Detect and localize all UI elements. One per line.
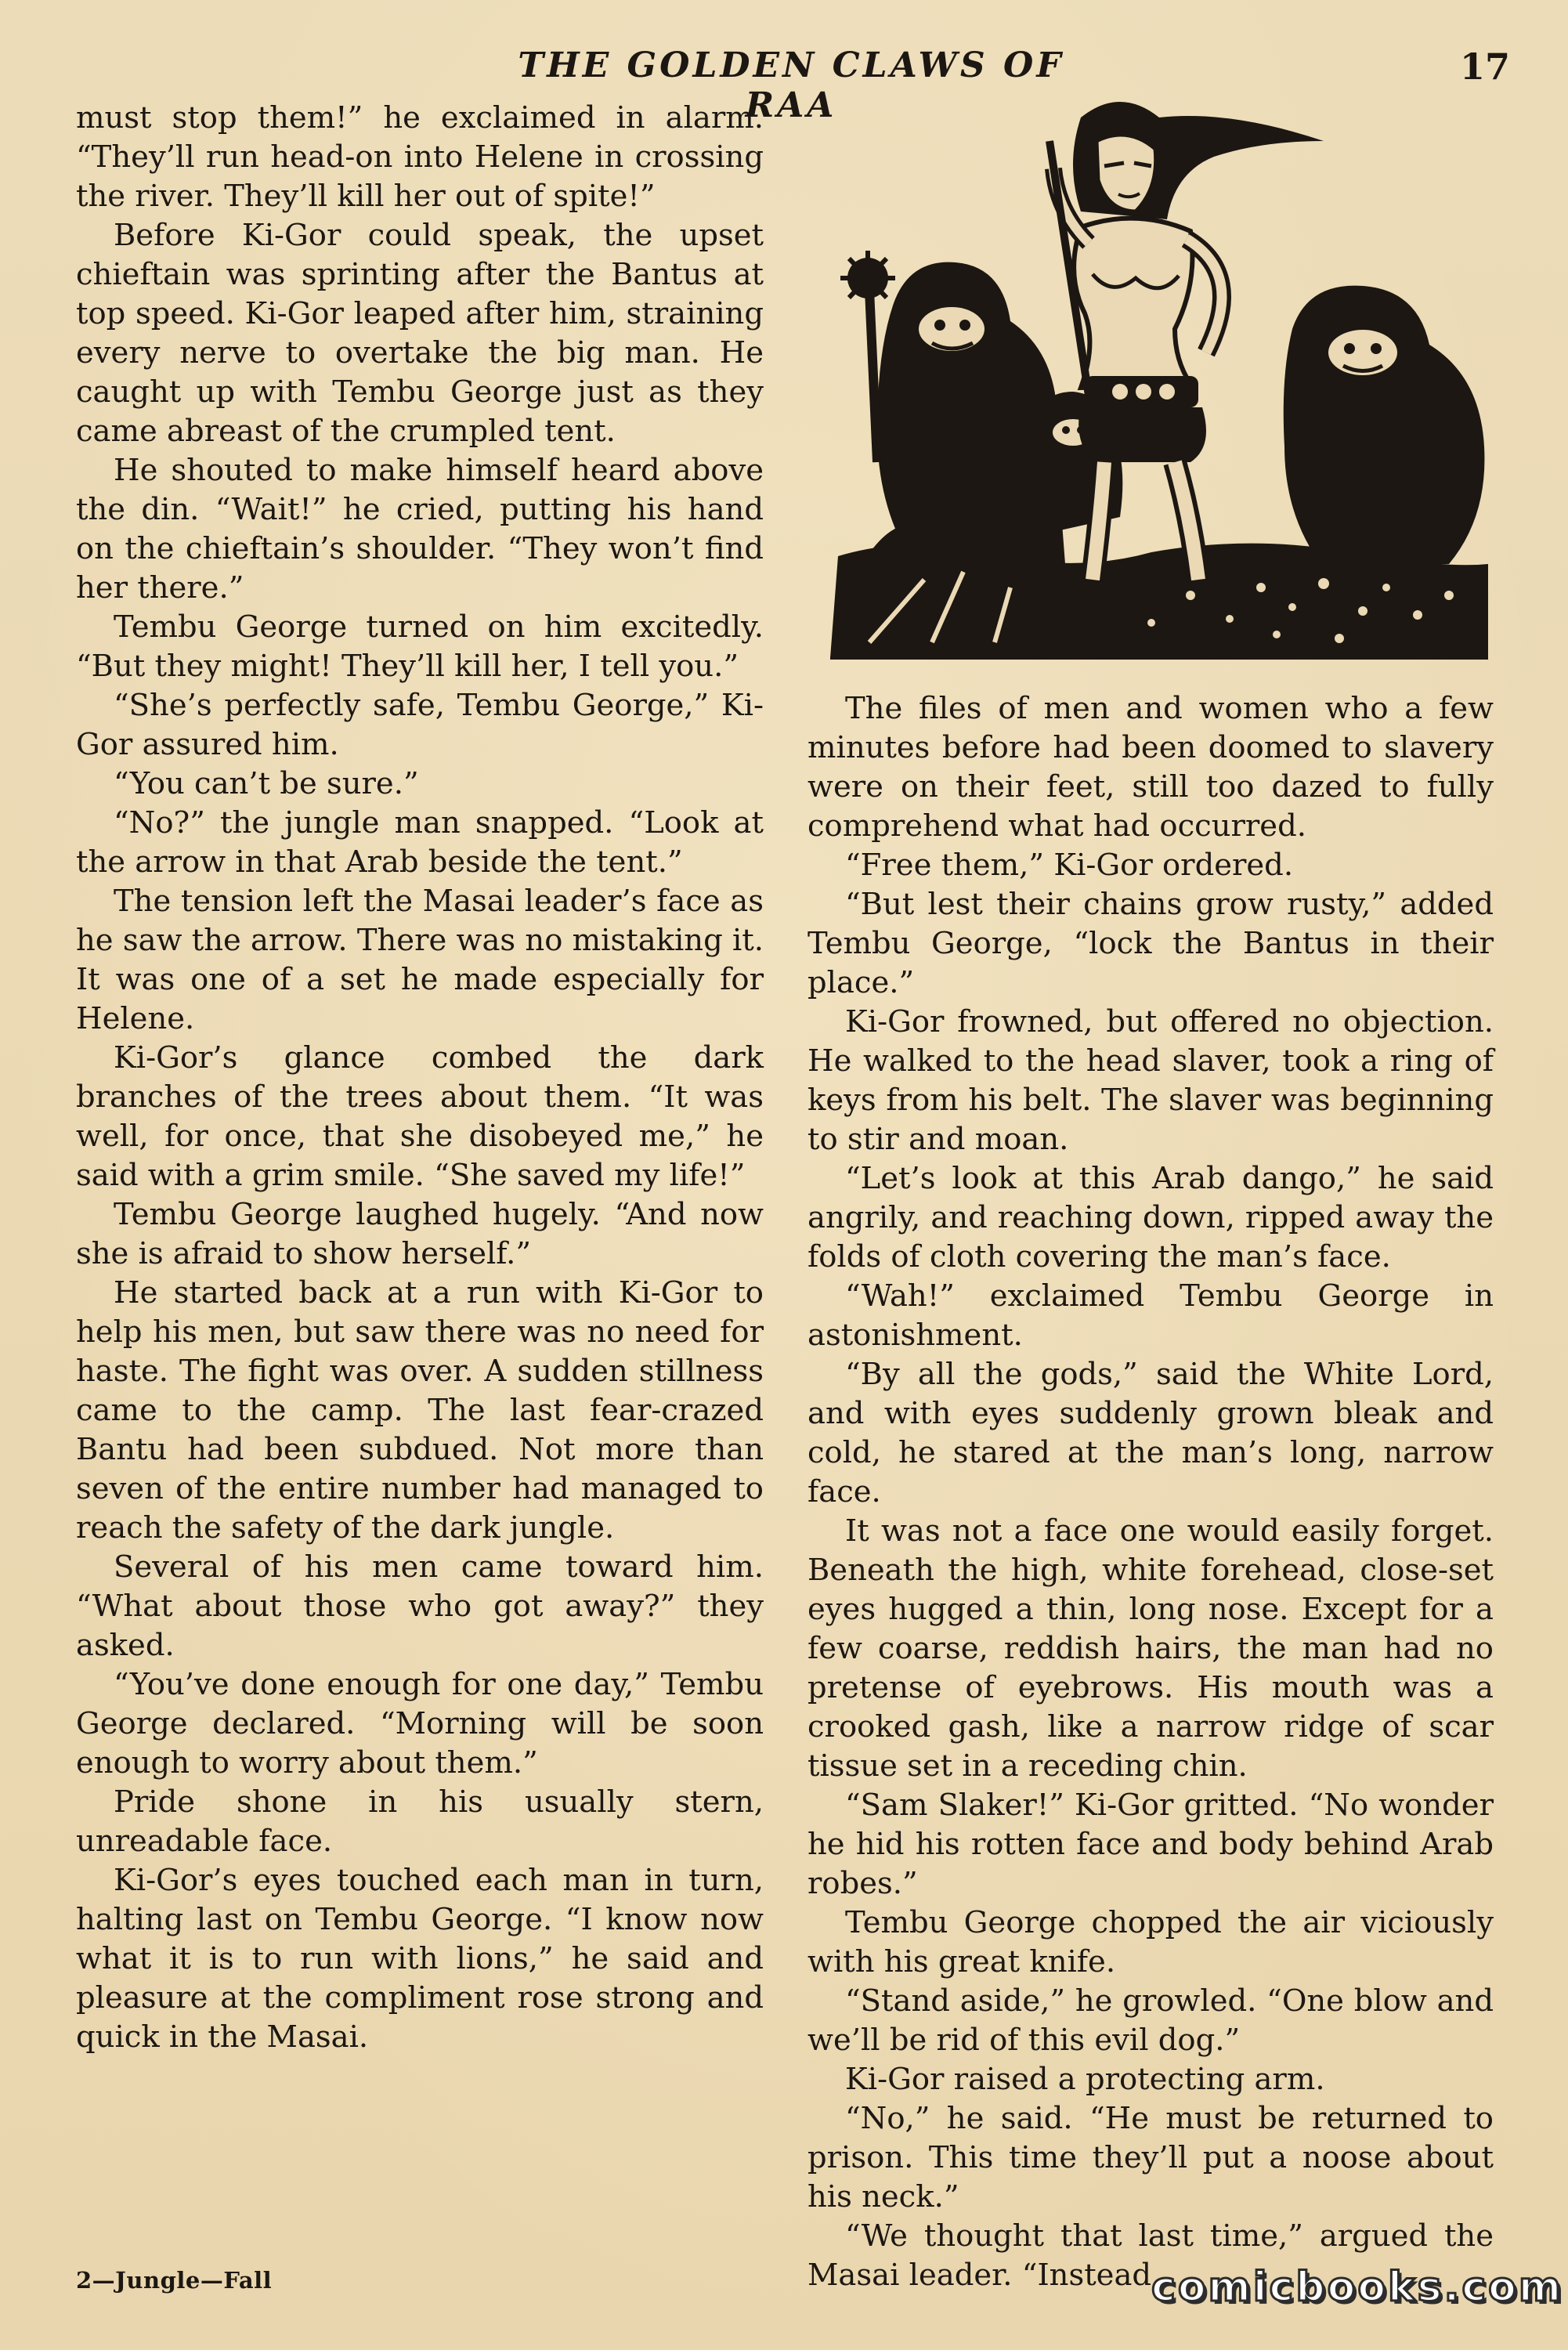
paragraph: Ki-Gor’s glance combed the dark branches of the trees about them. “It was well, for once, that she disobeyed me,” he said with a grim smile. “She saved my life!” — [76, 1040, 764, 1193]
paragraph: He started back at a run with Ki-Gor to help his men, but saw there was no need for haste. The fight was over. A sudden stillness came to the camp. The last fear-crazed Bantu had been subdued. Not more than seven of the entire number had managed to reach the safety of the dark jungle. — [76, 1275, 764, 1546]
paragraph: He shouted to make himself heard above the din. “Wait!” he cried, putting his hand on the chieftain’s shoulder. “They won’t find her there.” — [76, 453, 764, 606]
paragraph: “But lest their chains grow rusty,” added Tembu George, “lock the Bantus in their place.” — [807, 887, 1494, 1000]
site-watermark: comicbooks.com — [1151, 2264, 1564, 2311]
left-text-column — [76, 99, 764, 2057]
paragraph: “You’ve done enough for one day,” Tembu George declared. “Morning will be soon enough to worry about them.” — [76, 1667, 764, 1781]
signature-mark: 2—Jungle—Fall — [76, 2267, 273, 2294]
paragraph: Tembu George laughed hugely. “And now she is afraid to show herself.” — [76, 1197, 764, 1271]
right-text-column — [807, 689, 1494, 2295]
paragraph: “You can’t be sure.” — [114, 766, 419, 801]
paragraph: Tembu George chopped the air viciously with his great knife. — [807, 1905, 1494, 1979]
paragraph: Several of his men came toward him. “What about those who got away?” they asked. — [76, 1549, 764, 1663]
page-number: 17 — [1459, 45, 1510, 88]
jungle-woman-with-gorillas-illustration — [822, 94, 1496, 666]
woman-torso — [1074, 219, 1192, 388]
paragraph: “Wah!” exclaimed Tembu George in astonishment. — [807, 1278, 1494, 1353]
paragraph: “Let’s look at this Arab dango,” he said angrily, and reaching down, ripped away the folds of cloth covering the man’s face. — [807, 1161, 1494, 1274]
page-header — [0, 45, 1568, 125]
paragraph: “Sam Slaker!” Ki-Gor gritted. “No wonder he hid his rotten face and body behind Arab robes.” — [807, 1788, 1494, 1901]
paragraph: must stop them!” he exclaimed in alarm. “They’ll run head-on into Helene in crossing the river. They’ll kill her out of spite!” — [76, 100, 764, 214]
paragraph: Before Ki-Gor could speak, the upset chieftain was sprinting after the Bantus at top speed. Ki-Gor leaped after him, straining every nerve to overtake the big man. He caught up with Tembu George just as they came abreast of the crumpled tent. — [76, 218, 764, 449]
paragraph: Tembu George turned on him excitedly. “But they might! They’ll kill her, I tell you.” — [76, 609, 764, 684]
paragraph: Ki-Gor raised a protecting arm. — [845, 2062, 1325, 2097]
paragraph: The tension left the Masai leader’s face as he saw the arrow. There was no mistaking it. It was one of a set he made especially for Helene. — [76, 884, 764, 1036]
paragraph: Pride shone in his usually stern, unreadable face. — [76, 1784, 764, 1859]
paragraph: “No?” the jungle man snapped. “Look at the arrow in that Arab beside the tent.” — [76, 805, 764, 880]
paragraph: “We thought that last time,” argued the Masai leader. “Instead — [807, 2218, 1494, 2293]
running-title: THE GOLDEN CLAWS OF RAA — [518, 45, 1064, 125]
paragraph: “By all the gods,” said the White Lord, and with eyes suddenly grown bleak and cold, he stared at the man’s long, narrow face. — [807, 1357, 1494, 1509]
paragraph: “No,” he said. “He must be returned to prison. This time they’ll put a noose about his neck.” — [807, 2101, 1494, 2214]
paragraph: The files of men and women who a few minutes before had been doomed to slavery were on their feet, still too dazed to fully comprehend what had occurred. — [807, 691, 1494, 844]
woman-skirt — [1078, 407, 1206, 462]
paragraph: Ki-Gor’s eyes touched each man in turn, halting last on Tembu George. “I know now what it is to run with lions,” he said and pleasure at the compliment rose strong and quick in the Masai. — [76, 1863, 764, 2055]
paragraph: Ki-Gor frowned, but offered no objection. He walked to the head slaver, took a ring of keys from his belt. The slaver was beginning to stir and moan. — [807, 1004, 1494, 1157]
paragraph: “She’s perfectly safe, Tembu George,” Ki-Gor assured him. — [76, 688, 764, 762]
paragraph: It was not a face one would easily forget. Beneath the high, white forehead, close-set eyes hugged a thin, long nose. Except for a few coarse, reddish hairs, the man had no pretense of eyebrows. His mouth was a crooked gash, like a narrow ridge of scar tissue set in a receding chin. — [807, 1513, 1494, 1784]
left-gorilla — [877, 262, 1057, 556]
paragraph: “Stand aside,” he growled. “One blow and we’ll be rid of this evil dog.” — [807, 1983, 1494, 2058]
paragraph: “Free them,” Ki-Gor ordered. — [845, 848, 1294, 883]
right-gorilla — [1284, 286, 1485, 568]
